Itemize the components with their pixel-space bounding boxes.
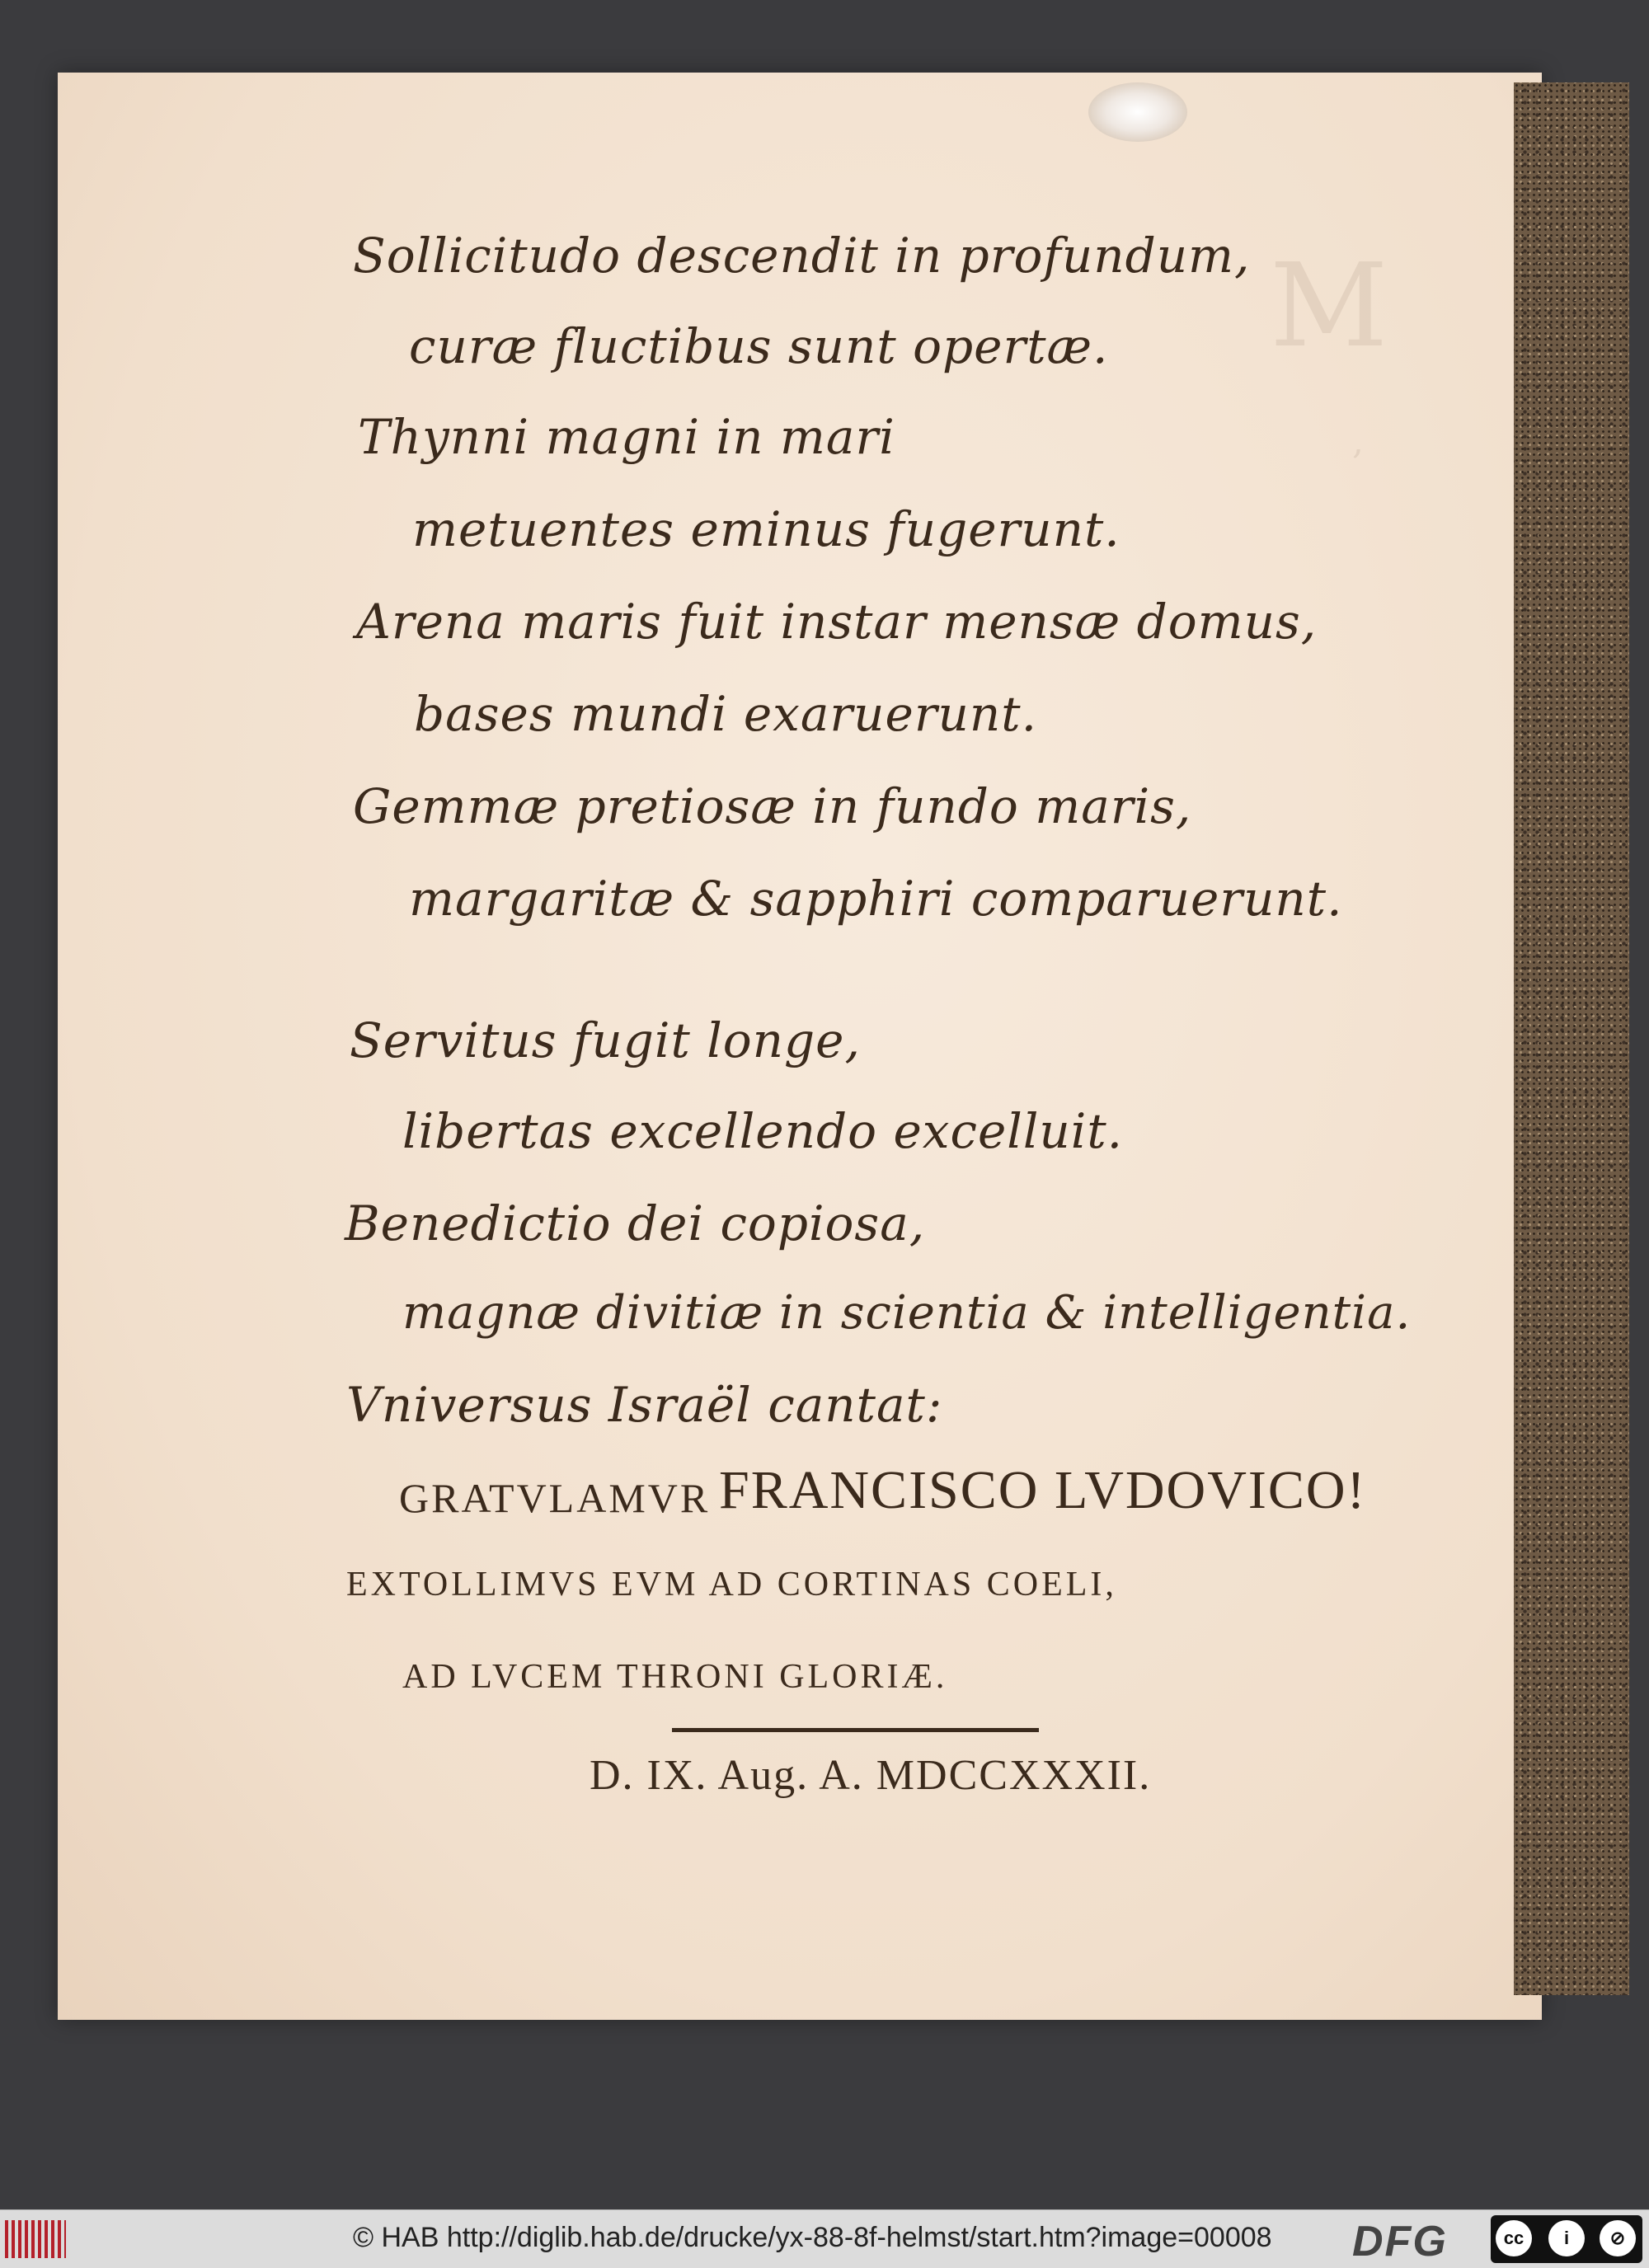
ad-lucem-text: AD LVCEM THRONI GLORIÆ. (402, 1658, 948, 1696)
attribution-link[interactable]: © HAB http://diglib.hab.de/drucke/yx-88-8f-helmst/start.htm?image=00008 (353, 2222, 1272, 2253)
poem-line: Gemmæ pretiosæ in fundo maris, (353, 778, 1192, 834)
cc-license-badge[interactable] (1491, 2215, 1642, 2263)
poem-line: Servitus fugit longe, (350, 1012, 861, 1068)
honoree-name: FRANCISCO LVDOVICO! (719, 1460, 1367, 1520)
poem-line: Sollicitudo descendit in profundum, (353, 228, 1251, 284)
poem-line: Arena maris fuit instar mensæ domus, (356, 594, 1318, 650)
poem-line: magnæ divitiæ in scientia & intelligentia. (402, 1286, 1412, 1340)
date-line: D. IX. Aug. A. MDCCXXXII. (590, 1752, 1152, 1799)
extollimus-text: EXTOLLIMVS EVM AD CORTINAS COELI, (346, 1566, 1117, 1604)
poem-line: metuentes eminus fugerunt. (412, 501, 1120, 557)
viewer-footer (0, 2209, 1649, 2268)
poem-line: curæ fluctibus sunt opertæ. (409, 318, 1109, 374)
sa-icon: ⊘ (1600, 2220, 1636, 2256)
poem-line: margaritæ & sapphiri comparuerunt. (409, 871, 1343, 927)
poem-line: Benedictio dei copiosa, (345, 1195, 926, 1251)
divider-rule (672, 1728, 1039, 1732)
show-through-text: , (1352, 420, 1364, 463)
by-icon: i (1548, 2220, 1585, 2256)
poem-line: bases mundi exaruerunt. (414, 686, 1038, 742)
cc-icon: cc (1496, 2220, 1532, 2256)
poem-line: Vniversus Israël cantat: (346, 1377, 943, 1433)
dfg-logo[interactable]: DFG (1352, 2218, 1448, 2266)
gratulamur-text: GRATVLAMVR (399, 1475, 711, 1521)
library-logo-icon[interactable] (5, 2220, 66, 2258)
poem-line: Thynni magni in mari (358, 409, 895, 465)
poem-line: libertas excellendo excelluit. (402, 1103, 1124, 1159)
show-through-text: M (1270, 239, 1388, 373)
